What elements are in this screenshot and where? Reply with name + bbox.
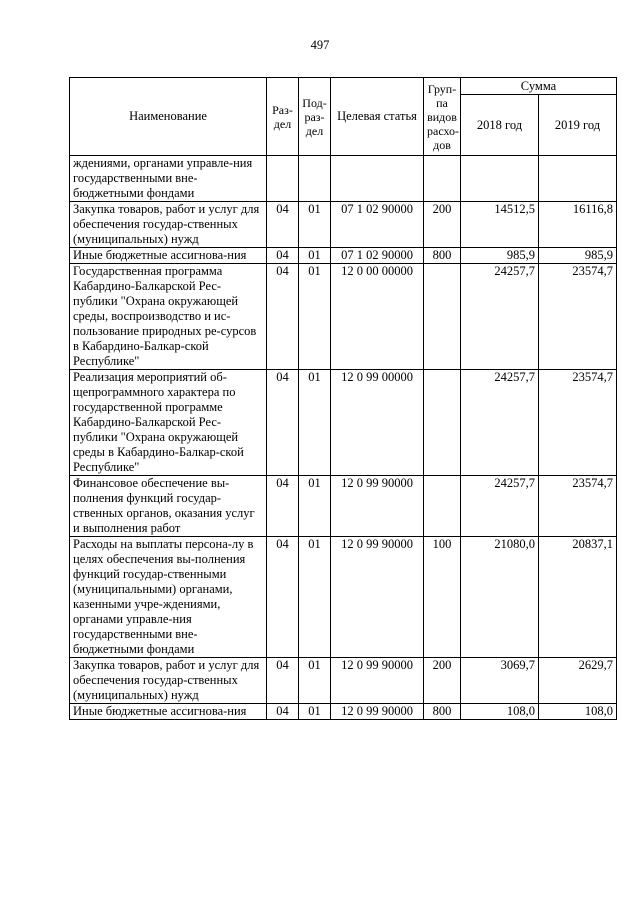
header-name: Наименование [70,78,267,156]
table-row [70,476,617,537]
row-razdel: 04 [267,264,299,370]
row-razdel: 04 [267,248,299,264]
row-podrazdel: 01 [299,537,331,658]
row-target: 12 0 99 90000 [331,658,424,704]
table-row [70,704,617,720]
row-group: 200 [424,658,461,704]
row-target: 07 1 02 90000 [331,202,424,248]
row-sum-2019: 23574,7 [539,264,617,370]
table-row [70,658,617,704]
row-sum-2019: 2629,7 [539,658,617,704]
row-podrazdel [299,156,331,202]
row-razdel: 04 [267,704,299,720]
row-podrazdel: 01 [299,202,331,248]
row-name: Реализация мероприятий об-щепрограммного характера по государственной программе Кабардино-Балкарской Рес-публики "Охрана окружающей среды в Кабардино-Балкар-ской Республике" [70,370,267,476]
header-podrazdel: Под-раз-дел [299,78,331,156]
row-group: 800 [424,704,461,720]
row-target: 07 1 02 90000 [331,248,424,264]
row-sum-2018 [461,156,539,202]
row-name: ждениями, органами управле-ния государственными вне-бюджетными фондами [70,156,267,202]
row-podrazdel: 01 [299,248,331,264]
row-podrazdel: 01 [299,658,331,704]
row-target: 12 0 00 00000 [331,264,424,370]
table-row [70,264,617,370]
header-group: Груп-па видов расхо-дов [424,78,461,156]
row-target: 12 0 99 00000 [331,370,424,476]
table-row [70,248,617,264]
header-target: Целевая статья [331,78,424,156]
row-sum-2018: 14512,5 [461,202,539,248]
row-sum-2018: 24257,7 [461,264,539,370]
row-razdel: 04 [267,476,299,537]
row-group [424,476,461,537]
row-razdel: 04 [267,202,299,248]
row-podrazdel: 01 [299,264,331,370]
table-body [70,156,617,720]
row-name: Финансовое обеспечение вы-полнения функций государ-ственных органов, оказания услуг и выполнения работ [70,476,267,537]
header-razdel: Раз-дел [267,78,299,156]
row-target: 12 0 99 90000 [331,704,424,720]
row-podrazdel: 01 [299,476,331,537]
row-name: Иные бюджетные ассигнова-ния [70,248,267,264]
row-sum-2019: 16116,8 [539,202,617,248]
row-name: Государственная программа Кабардино-Балкарской Рес-публики "Охрана окружающей среды, воспроизводство и ис-пользование природных ре-сурсов в Кабардино-Балкар-ской Республике" [70,264,267,370]
row-sum-2018: 21080,0 [461,537,539,658]
row-group [424,156,461,202]
header-year-2018: 2018 год [461,95,539,156]
row-group [424,370,461,476]
header-year-2019: 2019 год [539,95,617,156]
row-sum-2019: 108,0 [539,704,617,720]
row-group: 200 [424,202,461,248]
table-row [70,370,617,476]
row-podrazdel: 01 [299,704,331,720]
row-razdel: 04 [267,537,299,658]
row-sum-2018: 24257,7 [461,370,539,476]
row-sum-2018: 985,9 [461,248,539,264]
row-sum-2018: 108,0 [461,704,539,720]
row-name: Закупка товаров, работ и услуг для обеспечения государ-ственных (муниципальных) нужд [70,658,267,704]
table-row [70,537,617,658]
row-target: 12 0 99 90000 [331,476,424,537]
row-razdel [267,156,299,202]
row-razdel: 04 [267,370,299,476]
table-row [70,156,617,202]
row-sum-2019 [539,156,617,202]
row-group: 800 [424,248,461,264]
row-target [331,156,424,202]
row-sum-2019: 985,9 [539,248,617,264]
row-sum-2018: 24257,7 [461,476,539,537]
row-group [424,264,461,370]
row-name: Расходы на выплаты персона-лу в целях обеспечения вы-полнения функций государ-ственными (муниципальными) органами, казенными учре-ждениями, органами управле-ния государственными вне-бюджетными фондами [70,537,267,658]
page-number: 497 [310,38,330,52]
header-sum: Сумма [461,78,617,95]
row-name: Иные бюджетные ассигнова-ния [70,704,267,720]
row-sum-2019: 23574,7 [539,476,617,537]
row-target: 12 0 99 90000 [331,537,424,658]
table-header [70,78,617,156]
row-razdel: 04 [267,658,299,704]
row-sum-2018: 3069,7 [461,658,539,704]
row-podrazdel: 01 [299,370,331,476]
budget-table [69,77,617,720]
row-sum-2019: 23574,7 [539,370,617,476]
row-sum-2019: 20837,1 [539,537,617,658]
row-group: 100 [424,537,461,658]
row-name: Закупка товаров, работ и услуг для обеспечения государ-ственных (муниципальных) нужд [70,202,267,248]
table-row [70,202,617,248]
